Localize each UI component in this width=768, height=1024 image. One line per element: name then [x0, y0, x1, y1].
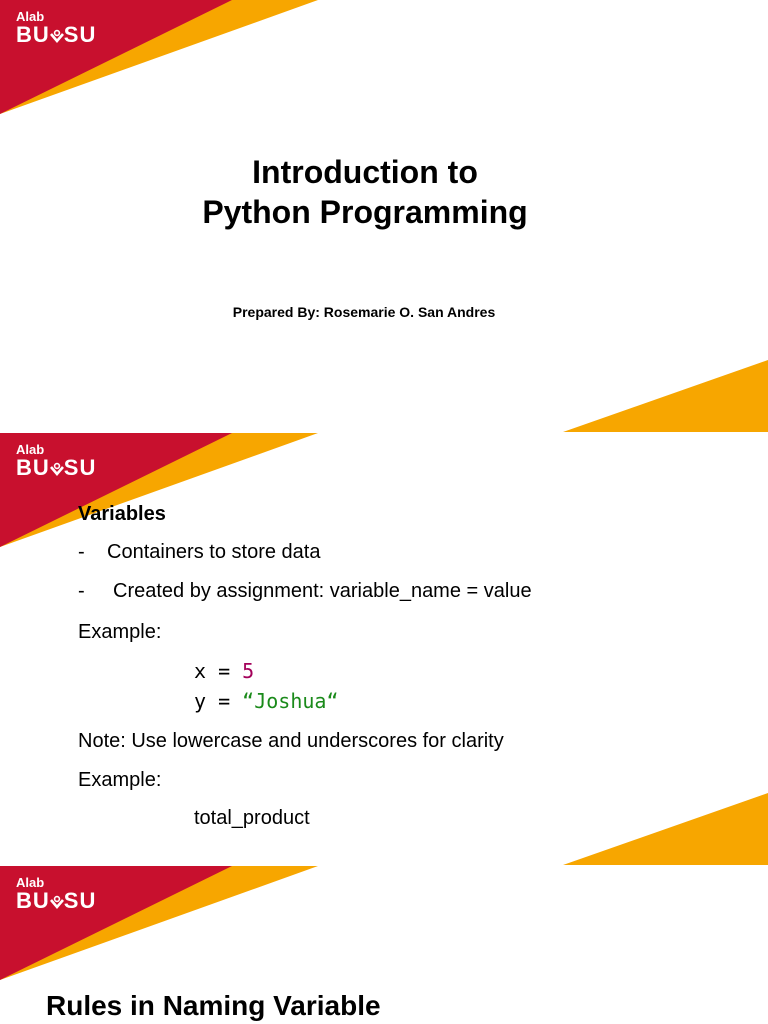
- check-pin-icon: [50, 29, 64, 43]
- check-pin-icon: [50, 895, 64, 909]
- bullet-text: Created by assignment: variable_name = value: [113, 580, 532, 602]
- code-operator: =: [206, 689, 243, 713]
- variables-slide: [0, 433, 768, 865]
- logo-big-right: SU: [63, 888, 97, 913]
- logo-big-left: BU: [16, 455, 50, 480]
- brand-logo: [16, 876, 96, 912]
- code-string-literal: “Joshua“: [242, 689, 339, 713]
- note-text: Note: Use lowercase and underscores for clarity: [78, 730, 504, 752]
- logo-big-left: BU: [16, 22, 50, 47]
- slide-title: Rules in Naming Variable: [46, 990, 381, 1021]
- example-label: Example:: [78, 769, 162, 791]
- brand-logo: [16, 443, 96, 479]
- title-slide: [0, 0, 768, 432]
- logo-big-right: SU: [63, 22, 97, 47]
- code-operator: =: [206, 659, 243, 683]
- code-number-literal: 5: [242, 659, 255, 683]
- title-line-2: Python Programming: [202, 194, 528, 230]
- check-pin-icon: [50, 462, 64, 476]
- presentation-title: [0, 152, 730, 232]
- code-line: [194, 659, 254, 683]
- author-byline: Prepared By: Rosemarie O. San Andres: [232, 304, 496, 320]
- example-value: total_product: [194, 807, 310, 829]
- logo-big-text: [16, 890, 96, 912]
- slide-decoration: [0, 433, 768, 865]
- logo-small-text: Alab: [16, 442, 45, 457]
- bullet-mark: -: [78, 580, 85, 602]
- bullet-text: Containers to store data: [107, 541, 321, 563]
- section-heading: Variables: [78, 503, 166, 525]
- logo-big-right: SU: [63, 455, 97, 480]
- code-line: [194, 689, 339, 713]
- code-variable: x: [194, 659, 207, 683]
- orange-bottom-stripe: [563, 360, 768, 432]
- title-line-1: Introduction to: [252, 154, 478, 190]
- rules-slide: [0, 866, 768, 1024]
- logo-big-text: [16, 457, 96, 479]
- logo-small-text: Alab: [16, 875, 45, 890]
- bullet-mark: -: [78, 541, 85, 563]
- example-label: Example:: [78, 621, 162, 643]
- logo-small-text: Alab: [16, 9, 45, 24]
- brand-logo: [16, 10, 96, 46]
- code-variable: y: [194, 689, 207, 713]
- logo-big-text: [16, 24, 96, 46]
- logo-big-left: BU: [16, 888, 50, 913]
- orange-bottom-stripe: [563, 793, 768, 865]
